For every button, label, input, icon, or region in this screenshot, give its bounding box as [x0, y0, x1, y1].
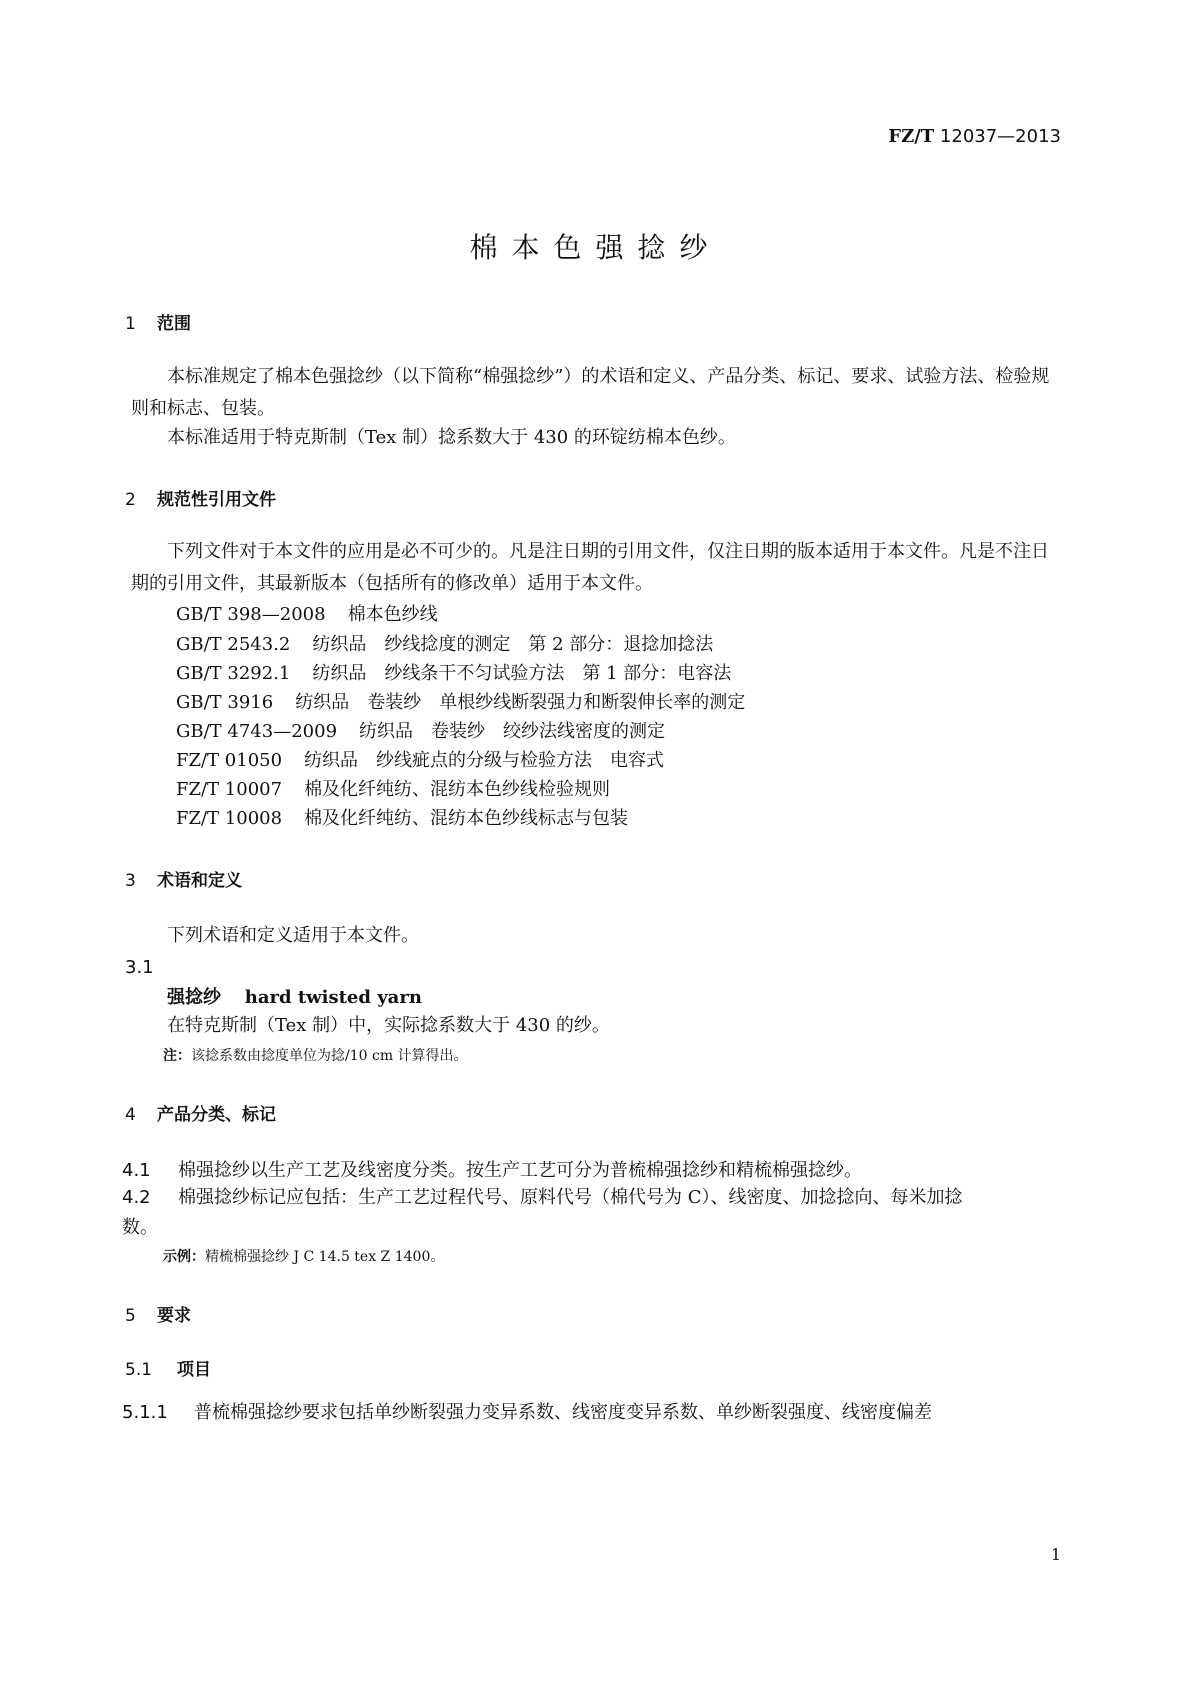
- section-1-heading: 1 范围: [125, 314, 191, 334]
- section-1-paragraph-2: 本标准适用于特克斯制（Tex 制）捻系数大于 430 的环锭纺棉本色纱。: [167, 427, 736, 448]
- reference-item: GB/T 3292.1 纺织品 纱线条干不匀试验方法 第 1 部分：电容法: [176, 663, 732, 684]
- example: 示例：精梳棉强捻纱 J C 14.5 tex Z 1400。: [163, 1249, 445, 1265]
- reference-item: GB/T 2543.2 纺织品 纱线捻度的测定 第 2 部分：退捻加捻法: [176, 634, 714, 655]
- section-2-heading: 2 规范性引用文件: [125, 490, 276, 510]
- note: 注：该捻系数由捻度单位为捻/10 cm 计算得出。: [163, 1048, 468, 1064]
- section-3-paragraph-1: 下列术语和定义适用于本文件。: [167, 925, 419, 946]
- example-label: 示例：: [163, 1249, 205, 1265]
- clause-5-1-1: 5.1.1 普梳棉强捻纱要求包括单纱断裂强力变异系数、线密度变异系数、单纱断裂强度、线密度偏差: [122, 1402, 932, 1423]
- clause-4-1: 4.1 棉强捻纱以生产工艺及线密度分类。按生产工艺可分为普梳棉强捻纱和精梳棉强捻纱。: [122, 1160, 862, 1181]
- section-1-paragraph-1: 本标准规定了棉本色强捻纱（以下简称“棉强捻纱”）的术语和定义、产品分类、标记、要求、试验方法、检验规则和标志、包装。: [131, 366, 1050, 419]
- standard-number: [888, 126, 1061, 147]
- term-english: hard twisted yarn: [244, 987, 422, 1008]
- standard-prefix: FZ/T: [888, 126, 935, 147]
- section-2-paragraph-1: 下列文件对于本文件的应用是必不可少的。凡是注日期的引用文件，仅注日期的版本适用于本文件。凡是不注日期的引用文件，其最新版本（包括所有的修改单）适用于本文件。: [131, 541, 1049, 594]
- reference-item: FZ/T 01050 纺织品 纱线疵点的分级与检验方法 电容式: [176, 750, 665, 771]
- reference-item: GB/T 4743—2009 纺织品 卷装纱 绞纱法线密度的测定: [176, 721, 666, 742]
- section-5-heading: 5 要求: [125, 1306, 191, 1326]
- reference-item: GB/T 3916 纺织品 卷装纱 单根纱线断裂强力和断裂伸长率的测定: [176, 692, 746, 713]
- note-label: 注：: [163, 1048, 191, 1064]
- term-entry: [167, 983, 422, 1013]
- clause-4-2: 4.2 棉强捻纱标记应包括：生产工艺过程代号、原料代号（棉代号为 C）、线密度、加捻捻向、每米加捻数。: [122, 1187, 963, 1238]
- clause-5-1-heading: 5.1 项目: [125, 1360, 211, 1380]
- term-chinese: 强捻纱: [167, 987, 221, 1008]
- reference-item: FZ/T 10008 棉及化纤纯纺、混纺本色纱线标志与包装: [176, 808, 629, 829]
- section-3-heading: 3 术语和定义: [125, 871, 242, 891]
- reference-item: FZ/T 10007 棉及化纤纯纺、混纺本色纱线检验规则: [176, 779, 611, 800]
- document-title: 棉本色强捻纱: [469, 231, 722, 264]
- term-definition: 在特克斯制（Tex 制）中，实际捻系数大于 430 的纱。: [167, 1015, 610, 1036]
- page-number: 1: [1050, 1545, 1061, 1564]
- standard-suffix: 12037—2013: [939, 126, 1061, 147]
- reference-item: GB/T 398—2008 棉本色纱线: [176, 604, 438, 625]
- clause-3-1-number: 3.1: [125, 957, 154, 978]
- section-4-heading: 4 产品分类、标记: [125, 1105, 276, 1125]
